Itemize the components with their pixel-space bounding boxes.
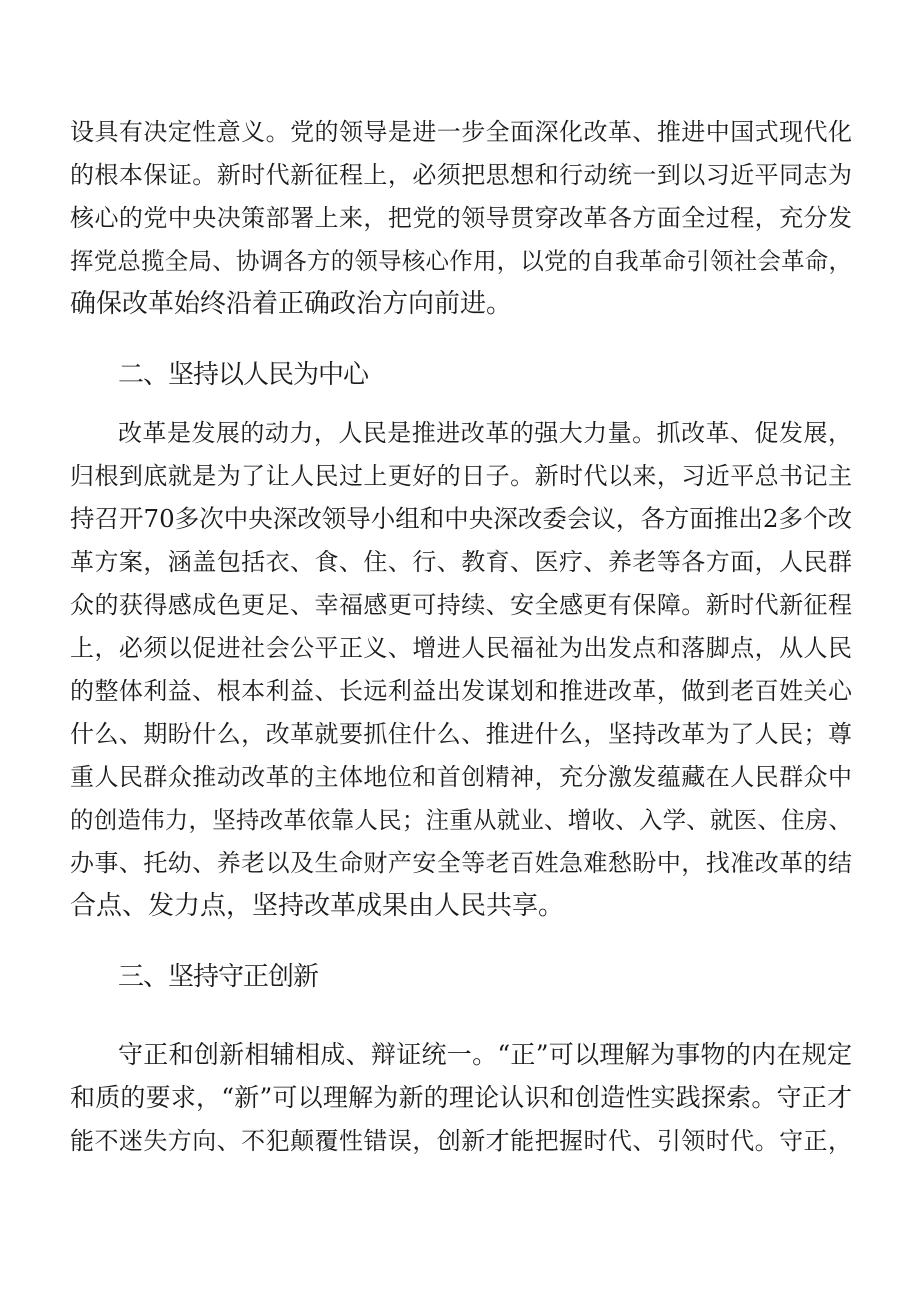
paragraph-1-line-4: 挥党总揽全局、协调各方的领导核心作用，以党的自我革命引领社会革命， [70,247,852,275]
section-2-line-2: 归根到底就是为了让人民过上更好的日子。新时代以来，习近平总书记主 [70,462,852,490]
paragraph-1-line-3: 核心的党中央决策部署上来，把党的领导贯穿改革各方面全过程，充分发 [70,204,852,232]
section-2-line-12: 合点、发力点，坚持改革成果由人民共享。 [70,891,565,921]
section-2-line-4: 革方案，涵盖包括衣、食、住、行、教育、医疗、养老等各方面，人民群 [70,548,852,576]
section-2-line-9: 重人民群众推动改革的主体地位和首创精神，充分激发蕴藏在人民群众中 [70,763,852,791]
paragraph-1-line-1: 设具有决定性意义。党的领导是进一步全面深化改革、推进中国式现代化 [70,118,852,146]
section-2-line-3: 持召开70多次中央深改领导小组和中央深改委会议，各方面推出2多个改 [70,504,852,533]
section-2-line-6: 上，必须以促进社会公平正义、增进人民福祉为出发点和落脚点，从人民 [70,634,852,662]
section-2-line-8: 什么、期盼什么，改革就要抓住什么、推进什么，坚持改革为了人民；尊 [70,720,852,748]
paragraph-1-line-5: 确保改革始终沿着正确政治方向前进。 [70,289,513,319]
section-3-heading: 三、坚持守正创新 [118,962,319,992]
section-2-heading: 二、坚持以人民为中心 [118,360,369,390]
section-3-line-3: 能不迷失方向、不犯颠覆性错误，创新才能把握时代、引领时代。守正， [70,1127,852,1155]
section-2-line-7: 的整体利益、根本利益、长远利益出发谋划和推进改革，做到老百姓关心 [70,677,852,705]
paragraph-1-line-2: 的根本保证。新时代新征程上，必须把思想和行动统一到以习近平同志为 [70,161,852,189]
section-2-line-10: 的创造伟力，坚持改革依靠人民；注重从就业、增收、入学、就医、住房、 [70,806,852,834]
section-2-line-11: 办事、托幼、养老以及生命财产安全等老百姓急难愁盼中，找准改革的结 [70,849,852,877]
section-3-line-2: 和质的要求，“新”可以理解为新的理论认识和创造性实践探索。守正才 [70,1083,852,1112]
section-3-line-1: 守正和创新相辅相成、辩证统一。“正”可以理解为事物的内在规定 [118,1040,852,1069]
section-2-line-1: 改革是发展的动力，人民是推进改革的强大力量。抓改革、促发展， [118,419,852,447]
section-2-line-5: 众的获得感成色更足、幸福感更可持续、安全感更有保障。新时代新征程 [70,591,852,619]
